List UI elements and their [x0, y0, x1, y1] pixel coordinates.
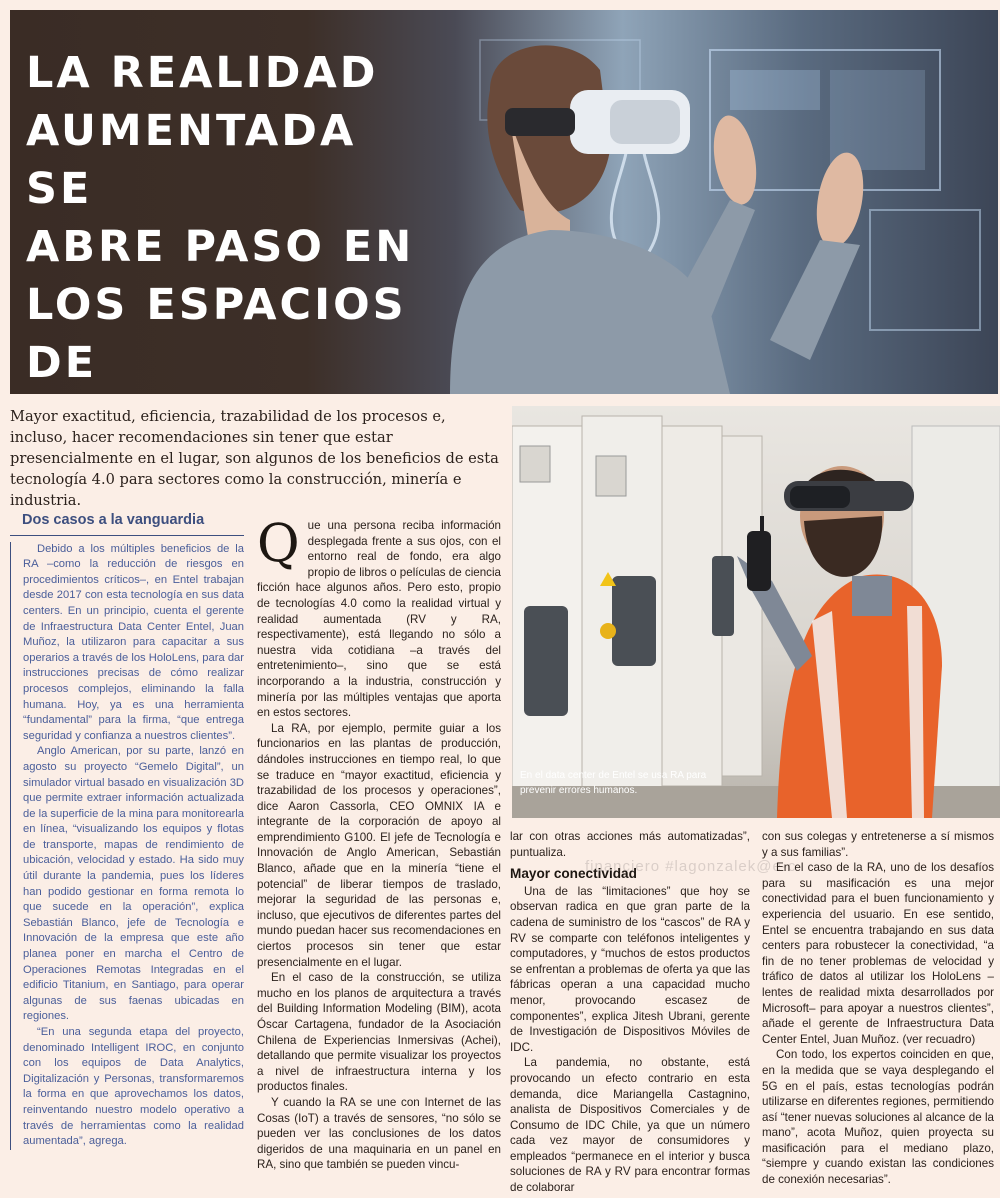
article-column-2: [510, 829, 750, 1196]
sidebar-paragraph: Anglo American, por su parte, lanzó en agosto su proyecto “Gemelo Digital”, un simulador virtual basado en visualización 3D que permite extraer información actualizada de la superficie de la mina para monitorearla en línea, “visualizando los equipos y flotas de transporte, mapas de rendimiento de ubicación, velocidad y estado. Ha sido muy útil durante la pandemia, pues los líderes han podido gestionar en forma remota lo que sucede en la operación”, explica Sebastián Blanco, jefe de Tecnología e Innovación de la empresa que este año planea poner en marcha el Centro de Operaciones Remotas Integradas en el edificio Titanium, en Santiago, para operar algunas de sus faenas ubicadas en regiones.: [23, 745, 244, 1023]
article-column-3: [762, 829, 994, 1188]
data-center-photo: [512, 406, 1000, 818]
sidebar-paragraph: Debido a los múltiples beneficios de la RA –como la reducción de riesgos en procedimientos críticos–, en Entel trabajan desde 2017 con esta tecnología en sus data centers. En un principio, cuenta el gerente de Infraestructura Data Center Entel, Juan Muñoz, la utilizaron para capacitar a sus operarios a través de los HoloLens, para dar instrucciones precisas de cómo realizar procesos complejos, eliminando la falla humana. Hoy, ya es una herramienta “fundamental” para la firma, “que entrega seguridad y confianza a nuestros clientes”.: [23, 542, 244, 742]
article-column-1: [257, 514, 501, 1173]
drop-cap: Q: [257, 514, 300, 574]
lead-text: ue una persona reciba información desplegada frente a sus ojos, con el entorno real de fondo, era algo propio de libros o películas de ciencia ficción hace algunos años. Pero esto, propio de tecnologías 4.0 como la realidad virtual y realidad aumentada (RV y RA, respectivamente), está llegando no sólo a nuestra vida cotidiana –a través del entretenimiento–, sino que se está incorporando a la industria, construcción y minería por las múltiples ventajas que aporta en estos sectores.: [257, 519, 501, 720]
body-paragraph: con sus colegas y entretenerse a sí mismos y a sus familias”.: [762, 830, 994, 859]
lead-paragraph: [257, 514, 501, 721]
body-paragraph: lar con otras acciones más automatizadas”, puntualiza.: [510, 830, 750, 859]
body-paragraph: Con todo, los expertos coinciden en que, en la medida que se vaya desplegando el 5G en el país, estas tecnologías podrán utilizarse en diferentes regiones, permitiendo así “tener nuevas soluciones al alcance de la mano”, acota Muñoz, quien proyecta su masificación para el mediano plazo, “siempre y cuando existan las condiciones de conexión necesarias”.: [762, 1048, 994, 1187]
photo-caption: En el data center de Entel se usa RA para prevenir errores humanos.: [520, 770, 707, 796]
body-paragraph: En el caso de la RA, uno de los desafíos para su masificación es una mejor conectividad para el buen funcionamiento y experiencia del usuario. En ese sentido, Entel se encuentra trabajando en sus data centers para robustecer la conectividad, “a fin de no tener problemas de velocidad y tráfico de datos al utilizar los HoloLens –lentes de realidad mixta desarrollados por Microsoft– para apoyar a nuestros clientes”, añade el gerente de Infraestructura Data Center Entel, Juan Muñoz. (ver recuadro): [762, 861, 994, 1046]
body-paragraph: La pandemia, no obstante, está provocando un efecto contrario en esta demanda, dice Mariangella Castagnino, analista de Dispositivos Comerciales y de Consumo de IDC Chile, ya que un número cada vez mayor de consumidores y empleados “permanece en el interior y busca soluciones de RA y RV para encontrar formas de colaborar: [510, 1056, 750, 1195]
hero-image: [10, 10, 998, 394]
dek: Mayor exactitud, eficiencia, trazabilidad de los procesos e, incluso, hacer recomendaciones sin tener que estar presencialmente en el lugar, son algunos de los beneficios de esta tecnología 4.0 para sectores como la construcción, minería e industria.: [10, 408, 499, 509]
headline: LA REALIDAD AUMENTADA SE ABRE PASO EN LOS ESPACIOS DE: [26, 48, 415, 388]
body-paragraph: Y cuando la RA se une con Internet de las Cosas (IoT) a través de sensores, “no sólo se pueden ver las conclusiones de los datos digeridos de una maquinaria en un panel en RA, sino que también se pueden vincu-: [257, 1095, 501, 1172]
body-paragraph: La RA, por ejemplo, permite guiar a los funcionarios en las plantas de producción, dándoles instrucciones en tiempo real, lo que se traduce en “mayor exactitud, eficiencia y trazabilidad de los procesos y operaciones”, dice Aaron Cassorla, CEO OMNIX IA e integrante de la corporación de apoyo al emprendimiento G100. El jefe de Tecnología e Innovación de Anglo American, Sebastián Blanco, añade que en la minería “tiene el potencial” de liberar tiempos de traslado, mejorar la seguridad de las personas e, incluso, que ejecutivos de diferentes partes del mundo puedan hacer sus recomendaciones en ciertos procesos sin tener que estar presencialmente en el lugar.: [257, 721, 501, 969]
technician-illustration: [512, 406, 1000, 818]
sidebar-heading: Dos casos a la vanguardia: [10, 510, 244, 536]
body-paragraph: En el caso de la construcción, se utiliza mucho en los planos de arquitectura a través del Building Information Modeling (BIM), acota Óscar Cartagena, fundador de la Asociación Chilena de Experiencias Inmersivas (Achei), detallando que permite visualizar los proyectos a nivel de infraestructura interna y los productos finales.: [257, 971, 501, 1094]
section-subheading: Mayor conectividad: [510, 866, 637, 882]
watermark: financiero #lagonzalek@e-c: [585, 858, 797, 875]
body-paragraph: Una de las “limitaciones” que hoy se observan radica en que gran parte de la cadena de suministro de los “cascos” de RA y RV se comparte con teléfonos inteligentes y computadores, y “muchos de estos productos se enfrentan a problemas de oferta ya que las fábricas operan a una capacidad mucho menor, provocando escasez de componentes”, explica Jitesh Ubrani, gerente de Investigación de Dispositivos Móviles de IDC.: [510, 884, 750, 1054]
sidebar-body: [10, 542, 244, 1150]
sidebar-box: [10, 510, 244, 1150]
sidebar-paragraph: “En una segunda etapa del proyecto, denominado Intelligent IROC, en conjunto con los equipos de Data Analytics, Digitalización y Personas, transformaremos la forma en que aprovechamos los datos, reinventando nuestro modelo operativo a través de herramientas como la realidad aumentada”, agrega.: [23, 1026, 244, 1148]
